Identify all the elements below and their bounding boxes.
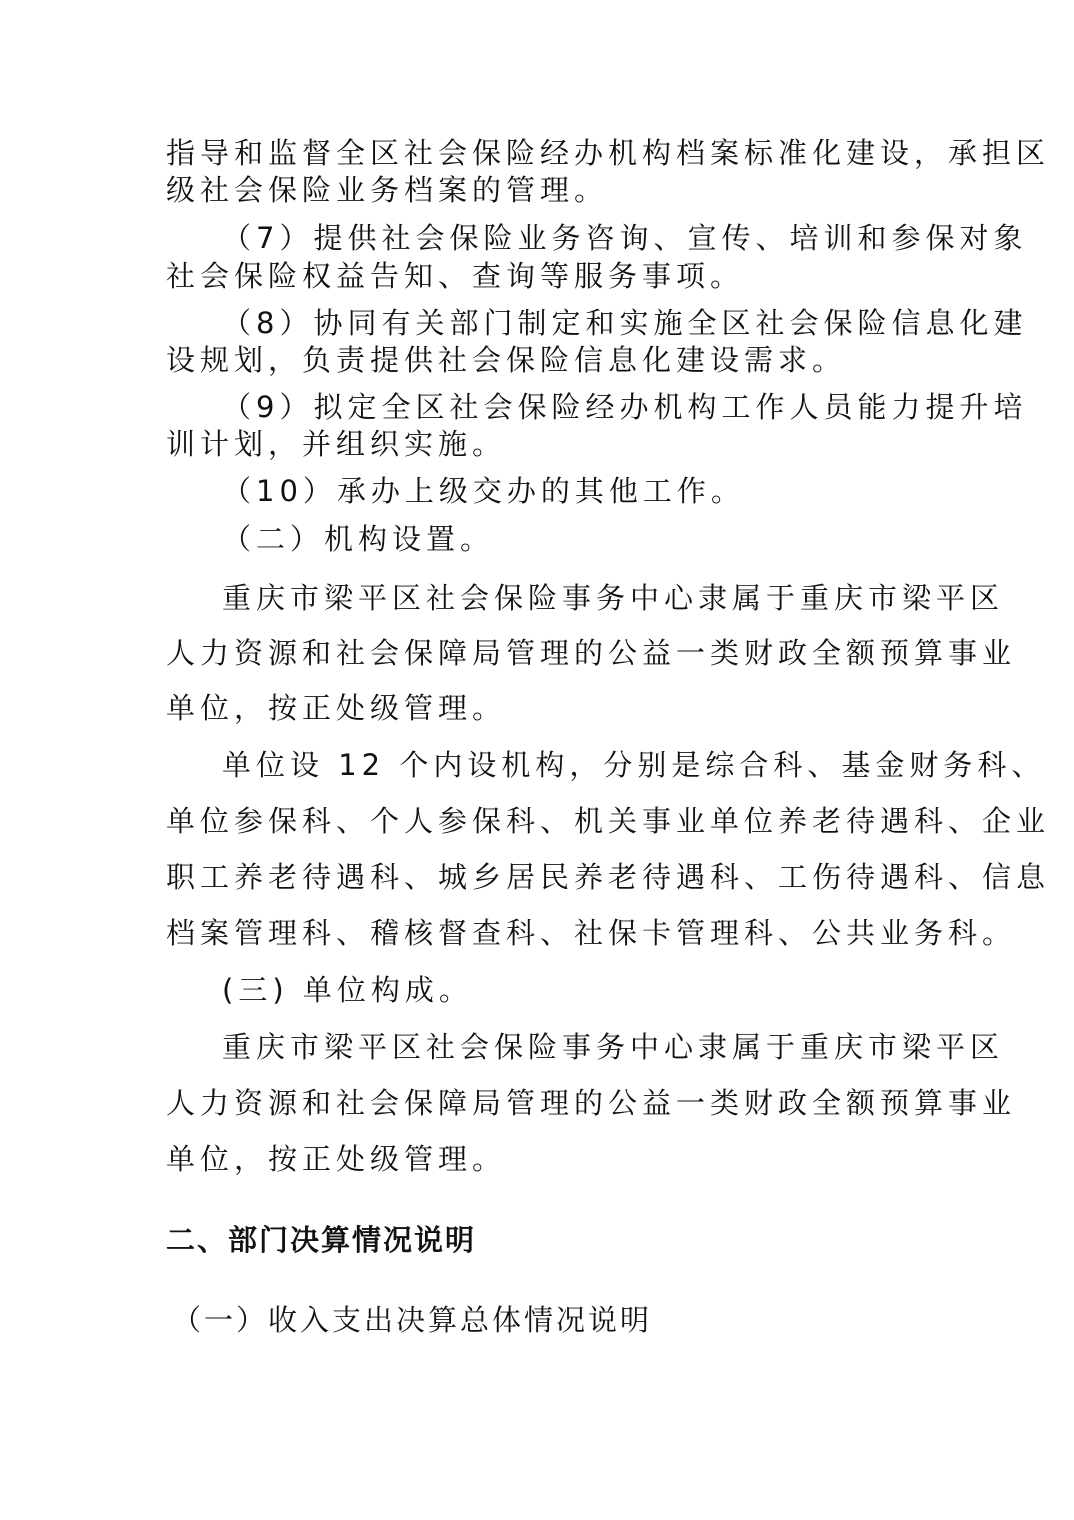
item-10: （10）承办上级交办的其他工作。 — [222, 474, 745, 508]
item-9-line-2: 训计划，并组织实施。 — [166, 427, 507, 461]
unit-composition-heading: (三) 单位构成。 — [222, 973, 473, 1007]
duties-line-2: 级社会保险业务档案的管理。 — [166, 173, 609, 207]
org-setup-para2-line-2: 单位参保科、个人参保科、机关事业单位养老待遇科、企业 — [166, 804, 1051, 838]
unit-composition-line-1: 重庆市梁平区社会保险事务中心隶属于重庆市梁平区 — [222, 1030, 1005, 1064]
org-setup-para2-line-4: 档案管理科、稽核督查科、社保卡管理科、公共业务科。 — [166, 916, 1017, 950]
item-7-line-2: 社会保险权益告知、查询等服务事项。 — [166, 259, 745, 293]
section-2-heading: 二、部门决算情况说明 — [166, 1223, 477, 1257]
item-7-line-1: （7）提供社会保险业务咨询、宣传、培训和参保对象 — [222, 221, 1028, 255]
org-setup-para1-line-3: 单位，按正处级管理。 — [166, 691, 507, 725]
item-8-line-1: （8）协同有关部门制定和实施全区社会保险信息化建 — [222, 306, 1028, 340]
org-setup-para2-line-3: 职工养老待遇科、城乡居民养老待遇科、工伤待遇科、信息 — [166, 860, 1051, 894]
unit-composition-line-3: 单位，按正处级管理。 — [166, 1142, 507, 1176]
org-setup-para1-line-2: 人力资源和社会保障局管理的公益一类财政全额预算事业 — [166, 636, 1017, 670]
org-setup-heading: （二）机构设置。 — [222, 522, 495, 556]
unit-composition-line-2: 人力资源和社会保障局管理的公益一类财政全额预算事业 — [166, 1086, 1017, 1120]
org-setup-para1-line-1: 重庆市梁平区社会保险事务中心隶属于重庆市梁平区 — [222, 581, 1005, 615]
item-8-line-2: 设规划，负责提供社会保险信息化建设需求。 — [166, 343, 847, 377]
item-9-line-1: （9）拟定全区社会保险经办机构工作人员能力提升培 — [222, 390, 1028, 424]
section-2-sub-heading: （一）收入支出决算总体情况说明 — [172, 1303, 653, 1337]
duties-line-1: 指导和监督全区社会保险经办机构档案标准化建设，承担区 — [166, 136, 1051, 170]
org-setup-para2-line-1: 单位设 12 个内设机构，分别是综合科、基金财务科、 — [222, 748, 1046, 782]
